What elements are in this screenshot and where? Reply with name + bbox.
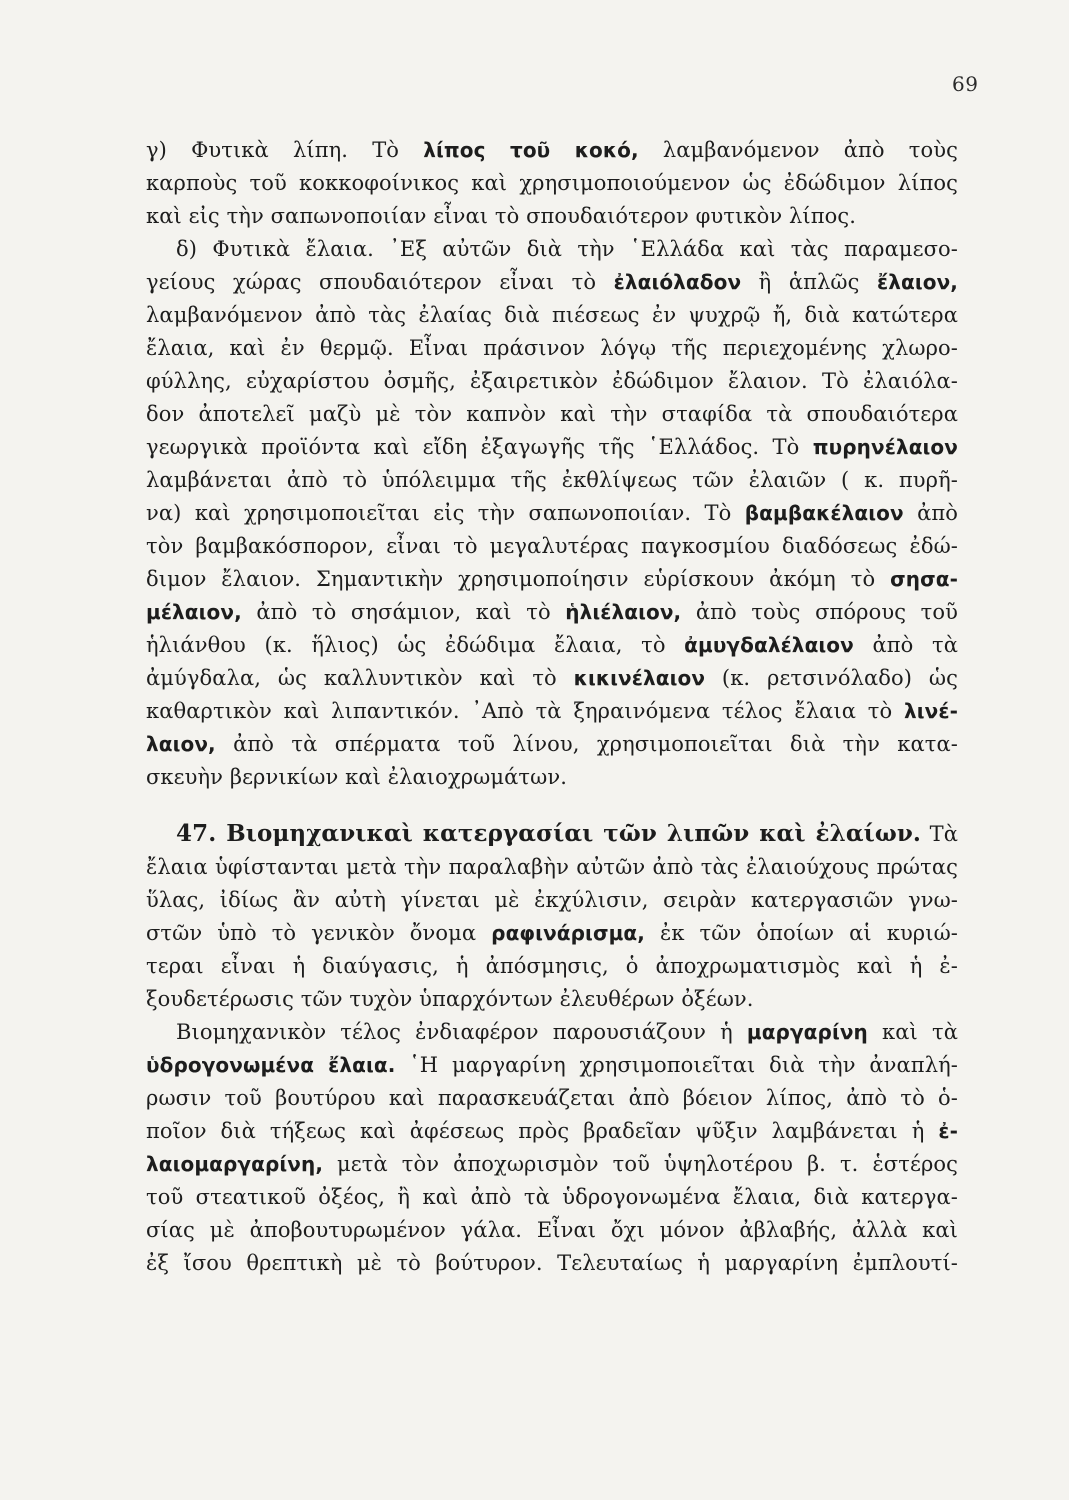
text-run: φύλλης, εὐχαρίστου ὀσμῆς, ἐξαιρετικὸν ἐδώδιμον ἔλαιον. Τὸ ἐλαιόλα- bbox=[146, 369, 958, 393]
text-line bbox=[146, 629, 958, 661]
text-run: καὶ εἰς τὴν σαπωνοποιίαν εἶναι τὸ σπουδαιότερον φυτικὸν λίπος. bbox=[146, 204, 857, 228]
text-line bbox=[146, 950, 958, 982]
text-line bbox=[146, 1181, 958, 1213]
text-run: λαμβανόμενον ἀπὸ τοὺς bbox=[638, 138, 958, 162]
text-run: ἀμύγδαλα, ὡς καλλυντικὸν καὶ τὸ bbox=[146, 666, 574, 690]
text-line bbox=[146, 695, 958, 727]
text-run: ἀπὸ τοὺς σπόρους τοῦ bbox=[681, 600, 958, 624]
text-line bbox=[146, 398, 958, 430]
bold-term: λαιομαργαρίνη, bbox=[146, 1152, 324, 1176]
text-line bbox=[146, 596, 958, 628]
text-line bbox=[146, 917, 958, 949]
bold-term: κικινέλαιον bbox=[573, 666, 706, 690]
text-run: σκευὴν βερνικίων καὶ ἐλαιοχρωμάτων. bbox=[146, 765, 567, 789]
text-run: ῾Η μαργαρίνη χρησιμοποιεῖται διὰ τὴν ἀναπλή- bbox=[395, 1053, 958, 1077]
text-line bbox=[146, 497, 958, 529]
bold-term: ἡλιέλαιον, bbox=[565, 600, 682, 624]
text-run: ὕλας, ἰδίως ἂν αὐτὴ γίνεται μὲ ἐκχύλισιν, σειρὰν κατεργασιῶν γνω- bbox=[146, 888, 958, 912]
text-line bbox=[146, 1049, 958, 1081]
text-line bbox=[146, 983, 958, 1015]
text-line bbox=[146, 431, 958, 463]
bold-term: μαργαρίνη bbox=[746, 1020, 868, 1044]
bold-term: ὑδρογονωμένα ἔλαια. bbox=[146, 1053, 396, 1077]
text-run: καθαρτικὸν καὶ λιπαντικόν. ᾿Απὸ τὰ ξηραινόμενα τέλος ἔλαια τὸ bbox=[146, 699, 904, 723]
text-line bbox=[146, 134, 958, 166]
text-line bbox=[146, 728, 958, 760]
text-line bbox=[146, 884, 958, 916]
text-line bbox=[146, 1247, 958, 1279]
text-run: ξουδετέρωσις τῶν τυχὸν ὑπαρχόντων ἐλευθέρων ὀξέων. bbox=[146, 987, 754, 1011]
text-run: καὶ τὰ bbox=[867, 1020, 959, 1044]
text-line bbox=[146, 266, 958, 298]
bold-term: ἔλαιον, bbox=[877, 270, 958, 294]
text-line bbox=[146, 851, 958, 883]
bold-term: λίπος τοῦ κοκό, bbox=[423, 138, 639, 162]
bold-term: ἐλαιόλαδον bbox=[613, 270, 742, 294]
text-run: λαμβανόμενον ἀπὸ τὰς ἐλαίας διὰ πιέσεως ἐν ψυχρῷ ἤ, διὰ κατώτερα bbox=[146, 303, 958, 327]
bold-term: βαμβακέλαιον bbox=[744, 501, 904, 525]
text-line bbox=[146, 332, 958, 364]
text-run: Τὰ bbox=[921, 822, 958, 846]
text-run: καρποὺς τοῦ κοκκοφοίνικος καὶ χρησιμοποιούμενον ὡς ἐδώδιμον λίπος bbox=[146, 171, 958, 195]
text-run: ἐκ τῶν ὁποίων αἱ κυριώ- bbox=[644, 921, 959, 945]
text-run: τοῦ στεατικοῦ ὀξέος, ἢ καὶ ἀπὸ τὰ ὑδρογονωμένα ἔλαια, διὰ κατεργα- bbox=[146, 1185, 958, 1209]
page-number: 69 bbox=[952, 72, 979, 96]
text-run: ἡλιάνθου (κ. ἥλιος) ὡς ἐδώδιμα ἔλαια, τὸ bbox=[146, 633, 685, 657]
bold-term: σησα- bbox=[890, 567, 958, 591]
text-run: να) καὶ χρησιμοποιεῖται εἰς τὴν σαπωνοποιίαν. Τὸ bbox=[146, 501, 745, 525]
text-line bbox=[146, 200, 958, 232]
text-line bbox=[146, 662, 958, 694]
text-run: ἀπὸ τὸ σησάμιον, καὶ τὸ bbox=[241, 600, 566, 624]
text-run: λαμβάνεται ἀπὸ τὸ ὑπόλειμμα τῆς ἐκθλίψεως τῶν ἐλαιῶν ( κ. πυρῆ- bbox=[146, 468, 958, 492]
text-run: διμον ἔλαιον. Σημαντικὴν χρησιμοποίησιν εὑρίσκουν ἀκόμη τὸ bbox=[146, 567, 891, 591]
bold-term: λαιον, bbox=[146, 732, 216, 756]
text-run: ἔλαια, καὶ ἐν θερμῷ. Εἶναι πράσινον λόγῳ τῆς περιεχομένης χλωρο- bbox=[146, 336, 958, 360]
text-run: δ) Φυτικὰ ἔλαια. ᾿Εξ αὐτῶν διὰ τὴν ῾Ελλάδα καὶ τὰς παραμεσο- bbox=[176, 237, 958, 261]
text-line bbox=[146, 761, 958, 793]
text-line bbox=[146, 563, 958, 595]
text-line bbox=[146, 530, 958, 562]
bold-term: πυρηνέλαιον bbox=[812, 435, 958, 459]
text-run: ρωσιν τοῦ βουτύρου καὶ παρασκευάζεται ἀπὸ βόειον λίπος, ἀπὸ τὸ ὁ- bbox=[146, 1086, 958, 1110]
text-run: ἀπὸ τὰ σπέρματα τοῦ λίνου, χρησιμοποιεῖται διὰ τὴν κατα- bbox=[215, 732, 958, 756]
text-line bbox=[176, 818, 958, 850]
text-line bbox=[146, 299, 958, 331]
text-line bbox=[146, 1214, 958, 1246]
text-line bbox=[176, 233, 958, 265]
text-line bbox=[146, 464, 958, 496]
text-line bbox=[146, 1148, 958, 1180]
text-run: γεωργικὰ προϊόντα καὶ εἴδη ἐξαγωγῆς τῆς ῾Ελλάδος. Τὸ bbox=[146, 435, 813, 459]
text-run: Βιομηχανικὸν τέλος ἐνδιαφέρον παρουσιάζουν ἡ bbox=[176, 1020, 747, 1044]
section-heading: 47. Βιομηχανικαὶ κατεργασίαι τῶν λιπῶν καὶ ἐλαίων. bbox=[176, 820, 922, 847]
text-run: μετὰ τὸν ἀποχωρισμὸν τοῦ ὑψηλοτέρου β. τ. ἑστέρος bbox=[323, 1152, 958, 1176]
text-run: ἔλαια ὑφίστανται μετὰ τὴν παραλαβὴν αὐτῶν ἀπὸ τὰς ἐλαιούχους πρώτας bbox=[146, 855, 958, 879]
bold-term: ραφινάρισμα, bbox=[491, 921, 645, 945]
text-line bbox=[146, 365, 958, 397]
text-run: τὸν βαμβακόσπορον, εἶναι τὸ μεγαλυτέρας παγκοσμίου διαδόσεως ἐδώ- bbox=[146, 534, 958, 558]
text-run: ἐξ ἴσου θρεπτικὴ μὲ τὸ βούτυρον. Τελευταίως ἡ μαργαρίνη ἐμπλουτί- bbox=[146, 1251, 958, 1275]
text-line bbox=[146, 1115, 958, 1147]
bold-term: λινέ- bbox=[903, 699, 958, 723]
text-run: σίας μὲ ἀποβουτυρωμένον γάλα. Εἶναι ὄχι μόνον ἀβλαβής, ἀλλὰ καὶ bbox=[146, 1218, 958, 1242]
text-run: ἀπὸ bbox=[903, 501, 958, 525]
text-line bbox=[146, 167, 958, 199]
text-run: τεραι εἶναι ἡ διαύγασις, ἡ ἀπόσμησις, ὁ ἀποχρωματισμὸς καὶ ἡ ἐ- bbox=[146, 954, 958, 978]
text-run: (κ. ρετσινόλαδο) ὡς bbox=[705, 666, 958, 690]
bold-term: ἀμυγδαλέλαιον bbox=[684, 633, 854, 657]
text-run: γ) Φυτικὰ λίπη. Τὸ bbox=[146, 138, 424, 162]
text-line bbox=[176, 1016, 958, 1048]
text-run: δον ἀποτελεῖ μαζὺ μὲ τὸν καπνὸν καὶ τὴν σταφίδα τὰ σπουδαιότερα bbox=[146, 402, 958, 426]
text-run: στῶν ὑπὸ τὸ γενικὸν ὄνομα bbox=[146, 921, 492, 945]
bold-term: ἐ- bbox=[938, 1119, 958, 1143]
text-line bbox=[146, 1082, 958, 1114]
text-run: ἢ ἁπλῶς bbox=[741, 270, 878, 294]
text-run: γείους χώρας σπουδαιότερον εἶναι τὸ bbox=[146, 270, 614, 294]
text-run: ἀπὸ τὰ bbox=[853, 633, 958, 657]
bold-term: μέλαιον, bbox=[146, 600, 242, 624]
text-run: ποῖον διὰ τήξεως καὶ ἀφέσεως πρὸς βραδεῖαν ψῦξιν λαμβάνεται ἡ bbox=[146, 1119, 939, 1143]
